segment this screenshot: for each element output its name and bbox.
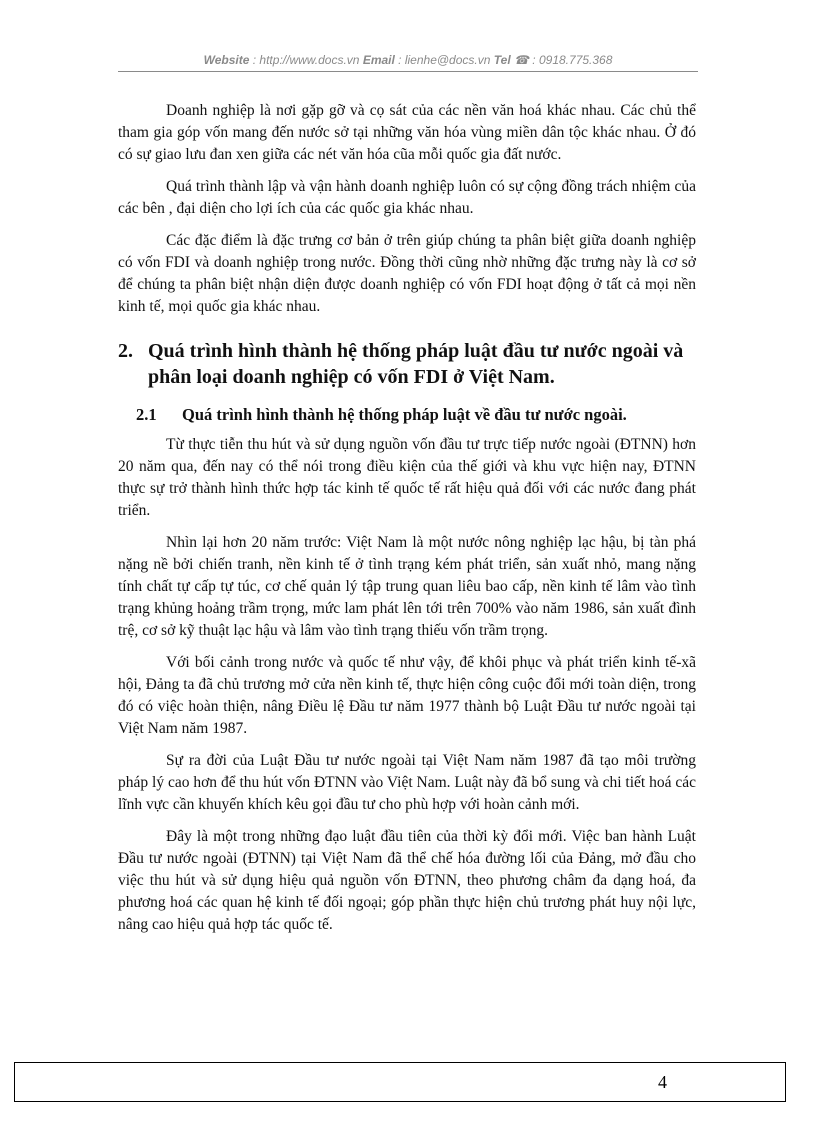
email-label: Email <box>362 53 395 67</box>
document-body <box>118 100 696 946</box>
paragraph: Với bối cảnh trong nước và quốc tế như vậy, để khôi phục và phát triển kinh tế-xã hội, Đảng ta đã chủ trương mở cửa nền kinh tế, thực hiện công cuộc đổi mới toàn diện, trong đó có việc hoàn thiện, nâng Điều lệ Đầu tư năm 1977 thành bộ Luật Đầu tư nước ngoài tại Việt Nam năm 1987. <box>118 654 696 737</box>
page-header: Website : http://www.docs.vn Email : lienhe@docs.vn Tel ☎ : 0918.775.368 <box>203 53 613 67</box>
page-number: 4 <box>658 1072 667 1092</box>
paragraph: Nhìn lại hơn 20 năm trước: Việt Nam là một nước nông nghiệp lạc hậu, bị tàn phá nặng nề bởi chiến tranh, nền kinh tế ở tình trạng kém phát triển, sản xuất nhỏ, mang nặng tính chất tự cấp tự túc, cơ chế quản lý tập trung quan liêu bao cấp, nền kinh tế lâm vào tình trạng khủng hoảng trầm trọng, mức lam phát lên tới trên 700% vào năm 1986, sản xuất đình trệ, cơ sở kỹ thuật lạc hậu và lâm vào tình trạng thiếu vốn trầm trọng. <box>118 534 696 639</box>
subsection-number: 2.1 <box>136 405 157 424</box>
page-footer <box>14 1062 786 1102</box>
section-heading <box>118 338 696 390</box>
phone-icon: ☎ <box>514 53 529 67</box>
website-url[interactable]: http://www.docs.vn <box>259 53 360 67</box>
paragraph: Từ thực tiễn thu hút và sử dụng nguồn vốn đầu tư trực tiếp nước ngoài (ĐTNN) hơn 20 năm qua, đến nay có thể nói trong điều kiện của thế giới và khu vực hiện nay, ĐTNN thực sự trở thành hình thức hợp tác kinh tế quốc tế rất hiệu quả đối với các nước đang phát triển. <box>118 436 696 519</box>
paragraph: Quá trình thành lập và vận hành doanh nghiệp luôn có sự cộng đồng trách nhiệm của các bên , đại diện cho lợi ích của các quốc gia khác nhau. <box>118 178 696 217</box>
paragraph: Các đặc điểm là đặc trưng cơ bản ở trên giúp chúng ta phân biệt giữa doanh nghiệp có vốn FDI và doanh nghiệp trong nước. Đồng thời cũng nhờ những đặc trưng này là cơ sở để chúng ta phân biệt nhận diện được doanh nghiệp có vốn FDI hoạt động ở tất cả mọi nền kinh tế, mọi quốc gia khác nhau. <box>118 232 696 315</box>
subsection-heading <box>118 404 696 426</box>
tel-label: Tel <box>493 53 511 67</box>
website-label: Website <box>203 53 250 67</box>
tel-value: 0918.775.368 <box>538 53 613 67</box>
section-number: 2. <box>118 340 133 362</box>
paragraph: Đây là một trong những đạo luật đầu tiên của thời kỳ đổi mới. Việc ban hành Luật Đầu tư nước ngoài (ĐTNN) tại Việt Nam đã thể chế hóa đường lối của Đảng, mở đầu cho việc thu hút và sử dụng hiệu quả nguồn vốn ĐTNN, theo phương châm đa dạng hoá, đa phương hoá các quan hệ kinh tế đối ngoại; góp phần thực hiện chủ trương phát huy nội lực, nâng cao hiệu quả hợp tác quốc tế. <box>118 828 696 933</box>
paragraph: Sự ra đời của Luật Đầu tư nước ngoài tại Việt Nam năm 1987 đã tạo môi trường pháp lý cao hơn để thu hút vốn ĐTNN vào Việt Nam. Luật này đã bổ sung và chi tiết hoá các lĩnh vực cần khuyến khích kêu gọi đầu tư cho phù hợp với hoàn cảnh mới. <box>118 752 696 813</box>
paragraph: Doanh nghiệp là nơi gặp gỡ và cọ sát của các nền văn hoá khác nhau. Các chủ thể tham gia góp vốn mang đến nước sở tại những văn hóa vùng miền dân tộc khác nhau. Ở đó có sự giao lưu đan xen giữa các nét văn hóa cũa mỗi quốc gia đất nước. <box>118 102 696 163</box>
subsection-title: Quá trình hình thành hệ thống pháp luật về đầu tư nước ngoài. <box>182 405 627 424</box>
email-value[interactable]: lienhe@docs.vn <box>404 53 491 67</box>
section-title: Quá trình hình thành hệ thống pháp luật đầu tư nước ngoài và phân loại doanh nghiệp có vốn FDI ở Việt Nam. <box>148 340 684 388</box>
header-divider <box>118 71 698 72</box>
